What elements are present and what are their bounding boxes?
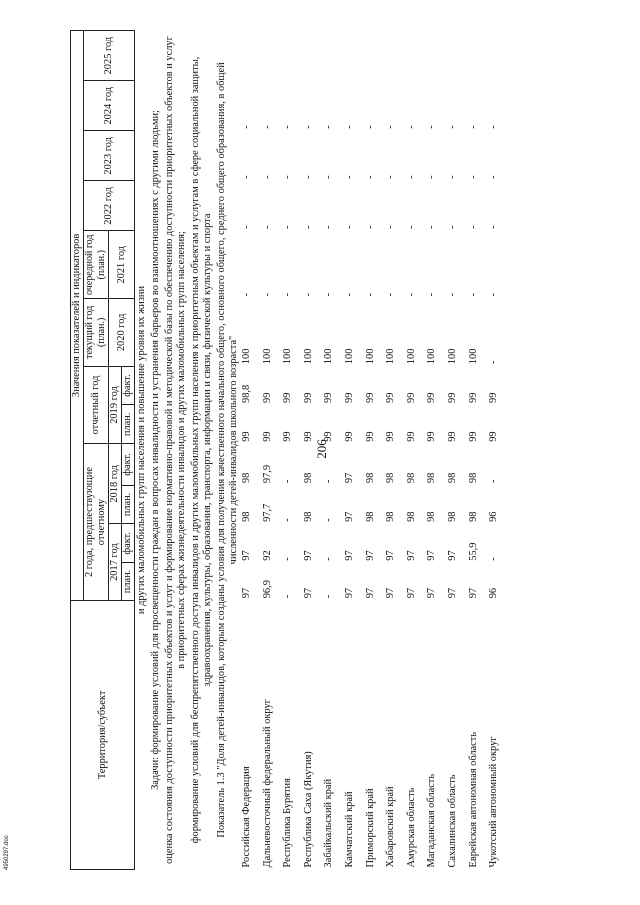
year-2023-header: 2023 год	[84, 131, 135, 181]
indicator-value: 99	[426, 431, 438, 442]
indicator-value: -	[323, 594, 335, 599]
indicator-value: 98	[426, 511, 438, 522]
fact-2017-header: факт.	[122, 524, 135, 563]
indicator-value: 100	[323, 348, 335, 365]
indicator-value: 99	[241, 431, 252, 442]
indicator-value: 100	[282, 348, 294, 365]
indicator-value: -	[282, 293, 294, 297]
document-code: 4950297.doc	[4, 835, 10, 870]
indicator-value: 98	[364, 472, 376, 484]
table-row	[488, 31, 509, 870]
indicator-value: 100	[302, 348, 314, 365]
indicator-value: -	[446, 125, 458, 129]
indicator-value: -	[343, 175, 355, 179]
indicator-value: -	[282, 518, 294, 522]
indicator-value: 97	[385, 550, 397, 561]
table-row	[323, 31, 344, 870]
indicator-value: 98	[426, 472, 438, 484]
indicator-value: -	[302, 125, 314, 129]
indicator-value: -	[282, 557, 294, 561]
indicator-value: 99	[488, 392, 500, 403]
indicator-value: 97,7	[261, 503, 273, 522]
indicator-value: 99	[343, 431, 355, 442]
indicator-value: -	[467, 125, 479, 129]
indicator-value: 97	[343, 587, 355, 599]
rotated-table-container	[70, 30, 610, 870]
indicator-value: -	[282, 125, 294, 129]
indicator-value: -	[364, 225, 376, 229]
indicator-value: 99	[364, 392, 376, 403]
indicator-value: -	[446, 293, 458, 297]
indicator-value: 92	[261, 550, 273, 561]
indicator-value: -	[323, 293, 335, 297]
indicator-value: -	[385, 175, 397, 179]
indicators-table	[70, 30, 509, 870]
section-assessment-text: оценка состояния доступности приоритетных объектов и услуг и формирование нормативно-правовой и методической базы по обеспечению доступности приоритетных объектов и услуг в приоритетных сферах жизнедеятельности инвалидов и других маломобильных групп населения;	[164, 36, 187, 864]
indicator-value: 100	[261, 348, 273, 365]
page-number: 206	[313, 439, 329, 459]
territory-name: Магаданская область	[426, 773, 438, 868]
year-2020-header: 2020 год	[109, 299, 135, 367]
indicator-value: -	[426, 225, 438, 229]
indicator-value: 98	[405, 511, 417, 522]
indicator-value: -	[405, 125, 417, 129]
indicator-value: -	[467, 293, 479, 297]
indicator-value: -	[261, 293, 273, 297]
indicator-value: 98	[364, 511, 376, 522]
indicator-value: 99	[343, 392, 355, 403]
indicator-value: 97	[241, 550, 252, 561]
indicator-value: 97	[426, 550, 438, 561]
table-row	[241, 31, 262, 870]
indicator-value: 98	[385, 472, 397, 484]
indicator-value: -	[323, 518, 335, 522]
indicator-value: -	[488, 225, 500, 229]
table-row	[406, 31, 427, 870]
indicator-value: 98	[467, 511, 479, 522]
territory-name: Дальневосточный федеральный округ	[261, 699, 273, 868]
territory-name: Амурская область	[405, 787, 417, 868]
indicator-value: -	[241, 293, 252, 297]
indicator-value: 100	[241, 348, 252, 365]
indicator-value: 98	[241, 511, 252, 522]
plan-2018-header: план.	[122, 485, 135, 524]
indicator-value: -	[261, 175, 273, 179]
indicator-value: 98	[302, 511, 314, 522]
indicator-value: 98	[467, 472, 479, 484]
indicator-value: 99	[302, 392, 314, 403]
indicator-value: 99	[364, 431, 376, 442]
indicator-value: 97	[343, 550, 355, 561]
indicator-value: 97	[343, 472, 355, 484]
indicator-value: 99	[323, 392, 335, 403]
indicator-value: -	[488, 125, 500, 129]
indicator-value: 99	[385, 431, 397, 442]
year-2022-header: 2022 год	[84, 181, 135, 231]
current-year-header: текущий год (план.)	[84, 299, 109, 367]
indicator-value: -	[488, 175, 500, 179]
indicator-value: 55,9	[467, 542, 479, 561]
year-2024-header: 2024 год	[84, 81, 135, 131]
indicator-value: 99	[323, 431, 335, 442]
indicator-value: -	[364, 293, 376, 297]
report-year-header: отчетный год	[84, 366, 109, 444]
indicator-value: -	[488, 557, 500, 561]
territory-name: Республика Саха (Якутия)	[302, 751, 314, 868]
indicator-value: -	[385, 225, 397, 229]
indicator-value: -	[385, 125, 397, 129]
territory-name: Камчатский край	[343, 791, 355, 868]
indicator-value: -	[364, 125, 376, 129]
year-2018-header: 2018 год	[109, 444, 122, 524]
indicator-value: 99	[282, 392, 294, 403]
plan-2017-header: план.	[122, 563, 135, 601]
section-tasks-text: Задачи: формирование условий для просвещенности граждан в вопросах инвалидности и устранения барьеров во взаимоотношениях с другими людьми;	[150, 110, 161, 790]
indicator-value: -	[405, 293, 417, 297]
indicator-value: 99	[446, 431, 458, 442]
indicator-value: 100	[343, 348, 355, 365]
indicator-value: 98,8	[241, 384, 252, 403]
indicator-value: -	[385, 293, 397, 297]
indicator-value: 98	[405, 472, 417, 484]
year-2019-header: 2019 год	[109, 366, 122, 444]
indicator-value: -	[261, 225, 273, 229]
indicator-value: -	[364, 175, 376, 179]
indicator-value: 97,9	[261, 464, 273, 484]
indicator-value: 100	[446, 348, 458, 365]
indicator-value: 97	[446, 587, 458, 599]
indicator-value: -	[323, 175, 335, 179]
indicator-value: 99	[446, 392, 458, 403]
indicator-value: 99	[302, 431, 314, 442]
indicator-value: -	[282, 479, 294, 484]
indicators-header: Значения показателей и индикаторов	[71, 31, 84, 601]
indicator-value: -	[302, 175, 314, 179]
territory-name: Чукотский автономный округ	[488, 736, 500, 868]
indicator-value: 98	[385, 511, 397, 522]
indicator-value: -	[426, 125, 438, 129]
indicator-value: 97	[302, 550, 314, 561]
indicator-value: -	[405, 175, 417, 179]
indicator-value: -	[282, 175, 294, 179]
territory-name: Республика Бурятия	[282, 778, 294, 868]
indicator-value: 98	[446, 472, 458, 484]
indicator-value: 99	[488, 431, 500, 442]
indicator-value: -	[241, 175, 252, 179]
territory-name: Сахалинская область	[446, 774, 458, 868]
year-2025-header: 2025 год	[84, 31, 135, 81]
indicator-value: 97	[405, 587, 417, 599]
indicator-value: 97	[241, 587, 252, 599]
territory-header: Территория/субъект	[71, 600, 135, 869]
indicator-value: 97	[405, 550, 417, 561]
indicator-value: 97	[426, 587, 438, 599]
indicator-value: -	[467, 175, 479, 179]
indicator-value: 97	[467, 587, 479, 599]
indicator-value: -	[343, 125, 355, 129]
indicator-value: 97	[302, 587, 314, 599]
table-row	[447, 31, 468, 870]
indicator-value: -	[446, 175, 458, 179]
territory-name: Российская Федерация	[241, 766, 252, 868]
table-row	[344, 31, 365, 870]
indicator-value: -	[343, 293, 355, 297]
indicator-value: 97	[446, 550, 458, 561]
indicator-value: -	[241, 225, 252, 229]
fact-2018-header: факт.	[122, 444, 135, 485]
indicator-value: 96	[488, 587, 500, 599]
fact-2019-header: факт.	[122, 366, 135, 405]
table-row	[303, 31, 324, 870]
indicator-value: -	[426, 175, 438, 179]
year-2021-header: 2021 год	[109, 231, 135, 299]
year-2017-header: 2017 год	[109, 524, 122, 600]
indicator-value: -	[302, 225, 314, 229]
indicator-value: 97	[385, 587, 397, 599]
indicator-value: 99	[261, 392, 273, 403]
indicator-value: 99	[405, 392, 417, 403]
indicator-value: -	[488, 293, 500, 297]
indicator-value: -	[323, 225, 335, 229]
two-years-header: 2 года, предшествующие отчетному	[84, 444, 109, 601]
indicator-value: 100	[467, 348, 479, 365]
table-row	[426, 31, 447, 870]
territory-name: Приморский край	[364, 788, 376, 868]
indicator-value: 99	[282, 431, 294, 442]
plan-2019-header: план.	[122, 405, 135, 444]
indicator-value: -	[282, 594, 294, 599]
indicator-value: 99	[467, 392, 479, 403]
indicator-value: 96	[488, 511, 500, 522]
section-goal-text: и других маломобильных групп населения и повышение уровня их жизни	[136, 285, 147, 615]
indicator-value: 98	[241, 472, 252, 484]
indicator-value: -	[467, 225, 479, 229]
next-year-header: очередной год (план.)	[84, 231, 109, 299]
indicator-value: -	[426, 293, 438, 297]
indicator-value: -	[488, 360, 500, 365]
table-row	[282, 31, 303, 870]
indicator-value: -	[302, 293, 314, 297]
table-row	[385, 31, 406, 870]
indicator-value: -	[323, 557, 335, 561]
indicator-value: 97	[364, 550, 376, 561]
indicator-value: -	[261, 125, 273, 129]
table-row	[468, 31, 489, 870]
territory-name: Забайкальский край	[323, 778, 335, 868]
table-row	[365, 31, 386, 870]
territory-name: Хабаровский край	[385, 786, 397, 868]
indicator-value: 96,9	[261, 580, 273, 599]
indicator-value: -	[488, 479, 500, 484]
indicator-value: 99	[385, 392, 397, 403]
indicator-value: -	[241, 125, 252, 129]
indicator-value: -	[446, 225, 458, 229]
indicator-value: 97	[364, 587, 376, 599]
indicator-value: 100	[405, 348, 417, 365]
indicator-value: -	[343, 225, 355, 229]
section-conditions-text: формирование условий для беспрепятственного доступа инвалидов и других маломобильных групп населения к приоритетным объектам и услугам в сфере социальной защиты, здравоохранения, культуры, образования, транспорта, информации и связи, физической культуры и спорта	[190, 56, 213, 844]
indicator-value: 100	[364, 348, 376, 365]
indicator-value: 100	[385, 348, 397, 365]
indicator-value: -	[282, 225, 294, 229]
indicator-value: -	[405, 225, 417, 229]
indicator-title: Показатель 1.3 "Доля детей-инвалидов, которым созданы условия для получения качественного начального общего, основного общего, среднего общего образования, в общей численности детей-инвалидов школьного возраста"	[216, 62, 239, 838]
indicator-value: 99	[261, 431, 273, 442]
indicator-value: 97	[343, 511, 355, 522]
indicator-value: -	[323, 125, 335, 129]
table-row	[262, 31, 283, 870]
indicator-value: -	[323, 479, 335, 484]
indicator-value: 98	[302, 472, 314, 484]
indicator-value: 99	[405, 431, 417, 442]
indicator-value: 99	[426, 392, 438, 403]
indicator-value: 99	[467, 431, 479, 442]
territory-name: Еврейская автономная область	[467, 731, 479, 868]
indicator-value: 98	[446, 511, 458, 522]
indicator-value: 100	[426, 348, 438, 365]
